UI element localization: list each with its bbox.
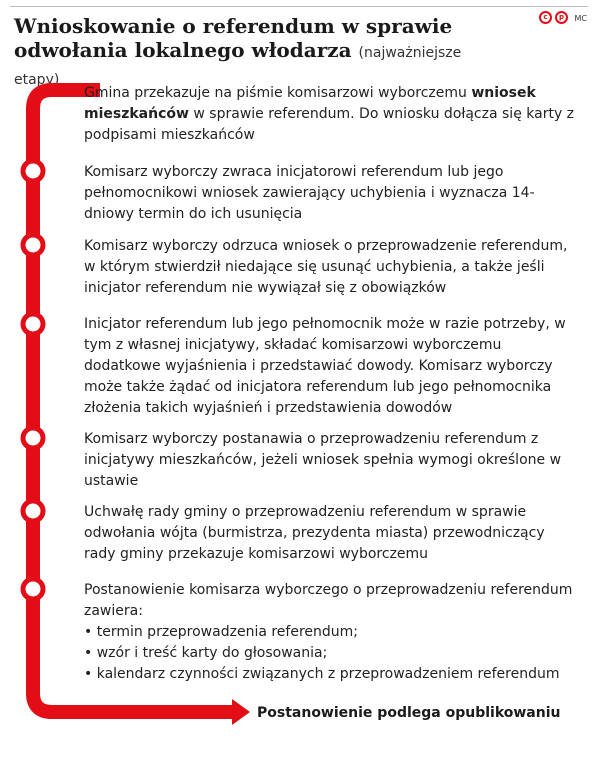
- step-7-bullet-3: • kalendarz czynności związanych z przeprowadzeniem referendum: [84, 664, 578, 685]
- step-7-bullet-1: • termin przeprowadzenia referendum;: [84, 622, 578, 643]
- step-2: [84, 162, 578, 225]
- step-7: [84, 580, 578, 685]
- step-1-emphasis: wniosek mieszkańców: [84, 85, 536, 122]
- timeline-node-3: [23, 235, 43, 255]
- logo-mark-p: p: [555, 11, 568, 24]
- logo-mark-c: c: [539, 11, 552, 24]
- step-4: [84, 314, 578, 419]
- timeline-node-6: [23, 501, 43, 521]
- step-1: [84, 83, 578, 146]
- step-1-text: Gmina przekazuje na piśmie komisarzowi wyborczemu wniosek mieszkańców w sprawie referendum. Do wniosku dołącza się karty z podpisami mieszkańców: [84, 85, 575, 143]
- author-credit: MC: [574, 14, 587, 23]
- step-5-text: Komisarz wyborczy postanawia o przeprowadzeniu referendum z inicjatywy mieszkańców, jeżeli wniosek spełnia wymogi określone w ustawie: [84, 431, 562, 489]
- step-3-text: Komisarz wyborczy odrzuca wniosek o przeprowadzenie referendum, w którym stwierdził niedające się usunąć uchybienia, a także jeśli inicjator referendum nie wywiązał się z obowiązków: [84, 238, 568, 296]
- step-2-text: Komisarz wyborczy zwraca inicjatorowi referendum lub jego pełnomocnikowi wniosek zawierający uchybienia i wyznacza 14-dniowy termin do ich usunięcia: [84, 164, 535, 222]
- step-3: [84, 236, 578, 299]
- timeline-node-5: [23, 428, 43, 448]
- step-7-bullet-2: • wzór i treść karty do głosowania;: [84, 643, 578, 664]
- diagram-title: Wnioskowanie o referendum w sprawie odwołania lokalnego włodarza (najważniejsze etapy): [14, 14, 462, 88]
- final-step: Postanowienie podlega opublikowaniu: [257, 705, 561, 721]
- step-7-bullets: [84, 622, 578, 685]
- step-4-text: Inicjator referendum lub jego pełnomocnik może w razie potrzeby, w tym z własnej inicjatywy, składać komisarzowi wyborczemu dodatkowe wyjaśnienia i przedstawiać dowody. Komisarz wyborczy może także żądać od inicjatora referendum lub jego pełnomocnika złożenia takich wyjaśnień i przedstawienia dowodów: [84, 316, 566, 416]
- timeline-node-4: [23, 314, 43, 334]
- timeline-arrowhead: [232, 699, 250, 725]
- diagram-subtitle: (najważniejsze etapy): [14, 45, 462, 88]
- step-5: [84, 429, 578, 492]
- step-6: [84, 502, 578, 565]
- step-7-text: Postanowienie komisarza wyborczego o przeprowadzeniu referendum zawiera:: [84, 582, 573, 619]
- timeline-node-7: [23, 579, 43, 599]
- step-6-text: Uchwałę rady gminy o przeprowadzeniu referendum w sprawie odwołania wójta (burmistrza, prezydenta miasta) przewodniczący rady gminy przekazuje komisarzowi wyborczemu: [84, 504, 545, 562]
- timeline-node-2: [23, 161, 43, 181]
